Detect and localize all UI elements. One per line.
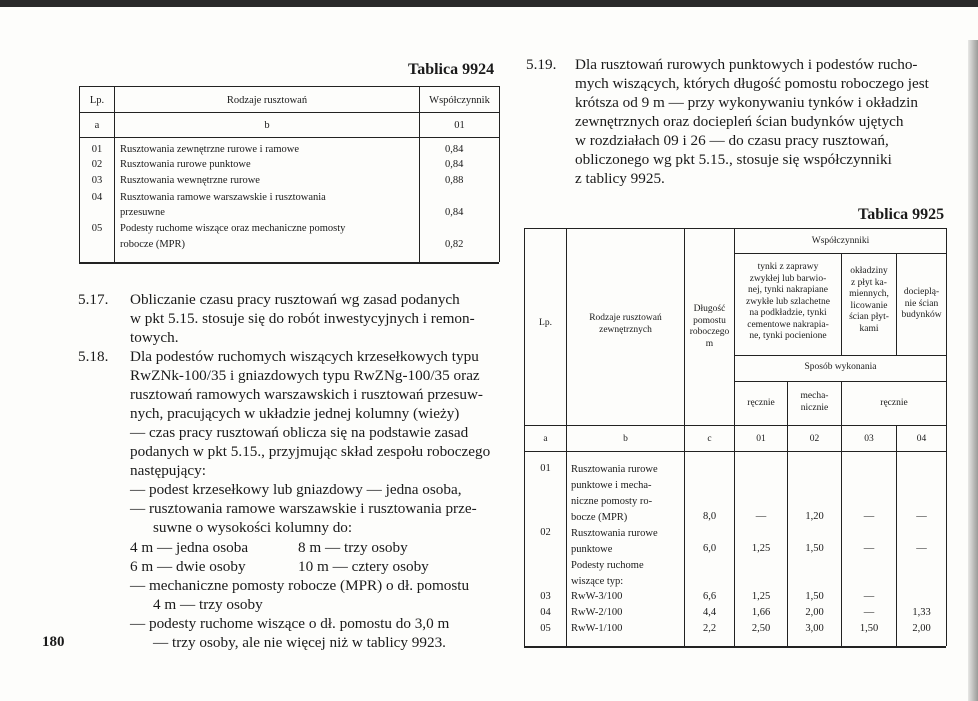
header-sposob-wykonania: Sposób wykonania	[804, 362, 877, 372]
header-lp: Lp.	[539, 318, 552, 328]
subheader-01: 01	[756, 434, 766, 444]
row-desc: Podesty ruchome wiszące oraz mechaniczne pomosty	[120, 223, 346, 234]
paragraph-number-5-19: 5.19.	[526, 56, 557, 73]
header-wspolczynniki: Współczynniki	[811, 236, 870, 246]
row-c: 2,2	[702, 623, 717, 634]
row-v03: —	[863, 607, 875, 618]
height-table: 4 m — jedna osoba 8 m — trzy osoby 6 m — dwie osoby 10 m — cztery osoby	[130, 539, 429, 575]
row-desc: Rusztowania rurowe punktowe	[120, 159, 251, 170]
subheader-c: c	[707, 434, 712, 444]
row-coef: 0,84	[445, 144, 464, 155]
row-coef: 0,84	[445, 207, 464, 218]
book-spine-shadow	[968, 40, 978, 701]
row-v03: 1,50	[859, 623, 879, 634]
row-v03: —	[863, 543, 875, 554]
row-lp: 02	[91, 159, 103, 170]
row-coef: 0,82	[445, 239, 464, 250]
page-number: 180	[42, 634, 65, 650]
row-desc: Podesty ruchome wiszące typ:	[571, 560, 644, 587]
row-desc: Rusztowania zewnętrzne rurowe i ramowe	[120, 144, 300, 155]
row-v01: 2,50	[751, 623, 771, 634]
row-v03: —	[863, 591, 875, 602]
row-v01: —	[755, 511, 767, 522]
left-table-title: Tablica 9924	[408, 61, 495, 78]
header-recznie: ręcznie	[747, 398, 775, 408]
row-lp: 04	[540, 607, 551, 618]
row-v04: 2,00	[912, 623, 931, 634]
row-lp: 03	[540, 591, 551, 602]
row-lp: 01	[540, 463, 551, 474]
row-v02: 2,00	[805, 607, 824, 618]
row-c: 6,0	[702, 543, 717, 554]
row-desc: Rusztowania wewnętrzne rurowe	[120, 175, 260, 186]
row-v02: 3,00	[805, 623, 824, 634]
paragraph-5-17: Obliczanie czasu pracy rusztowań wg zasad podanych w pkt 5.15. stosuje się do robót inwestycyjnych i remon- towych.	[130, 291, 475, 346]
row-v01: 1,66	[751, 607, 771, 618]
row-v02: 1,50	[805, 591, 824, 602]
header-okladziny: okładziny z płyt ka- miennych, licowanie ścian płyt- kami	[849, 266, 889, 334]
row-v01: 1,25	[751, 591, 771, 602]
row-desc: Rusztowania rurowe punktowe i mecha- niczne pomosty ro- bocze (MPR)	[571, 464, 658, 523]
row-coef: 0,84	[445, 159, 464, 170]
row-lp: 03	[91, 175, 103, 186]
row-lp: 01	[91, 144, 103, 155]
row-v02: 1,20	[805, 511, 824, 522]
header-rodzaje: Rodzaje rusztowań	[226, 95, 308, 106]
row-lp: 05	[91, 223, 103, 234]
header-lp: Lp.	[89, 95, 105, 106]
right-table-title: Tablica 9925	[858, 206, 945, 223]
row-v02: 1,50	[805, 543, 824, 554]
row-v03: —	[863, 511, 875, 522]
subheader-04: 04	[916, 434, 927, 444]
header-mechanicznie: mecha- nicznie	[800, 391, 829, 413]
subheader-03: 03	[864, 434, 874, 444]
row-desc: RwW-3/100	[571, 591, 623, 602]
subheader-b: b	[264, 120, 270, 131]
header-rodzaje: Rodzaje rusztowań zewnętrznych	[589, 313, 662, 335]
paragraph-number-5-17: 5.17.	[78, 291, 109, 308]
subheader-02: 02	[809, 434, 820, 444]
subheader-01: 01	[454, 120, 465, 131]
row-c: 6,6	[702, 591, 717, 602]
page-top-edge	[0, 0, 978, 7]
header-tynki: tynki z zaprawy zwykłej lub barwio- nej, tynki nakrapiane zwykłe lub szlachetne na podkładzie, tynki cementowe nakrapia- ne, tynki pocienione	[746, 262, 830, 341]
subheader-a: a	[94, 120, 100, 131]
row-v04: 1,33	[912, 607, 931, 618]
row-lp: 05	[540, 623, 551, 634]
row-desc: Rusztowania ramowe warszawskie i rusztowania	[120, 192, 326, 203]
header-recznie: ręcznie	[880, 398, 908, 408]
subheader-a: a	[543, 434, 548, 444]
row-coef: 0,88	[445, 175, 464, 186]
header-dlugosc: Długość pomostu roboczego m	[689, 304, 730, 349]
row-desc: robocze (MPR)	[120, 239, 186, 250]
row-lp: 02	[540, 527, 551, 538]
row-c: 4,4	[702, 607, 717, 618]
paragraph-5-18: Dla podestów ruchomych wiszących krzesełkowych typu RwZNk-100/35 i gniazdowych typu RwZNg-100/35 oraz rusztowań ramowych warszawskich i rusztowań przesuw- nych, pracujących w układzie jednej kolumny (wieży) — czas pracy rusztowań oblicza się na podstawie zasad podanych w pkt 5.15., przyjmując skład zespołu roboczego następujący:	[130, 348, 491, 479]
row-lp: 04	[91, 192, 103, 203]
row-desc: RwW-1/100	[571, 623, 623, 634]
row-v04: —	[916, 511, 927, 522]
row-v04: —	[916, 543, 927, 554]
row-desc: RwW-2/100	[571, 607, 623, 618]
header-docieplanie: docieplą- nie ścian budynków	[901, 287, 942, 320]
paragraph-5-19: Dla rusztowań rurowych punktowych i podestów rucho- mych wiszących, których długość pomostu roboczego jest krótsza od 9 m — przy wykonywaniu tynków i okładzin zewnętrznych oraz dociepleń ścian budynków ujętych w rozdziałach 09 i 26 — do czasu pracy rusztowań, obliczonego wg pkt 5.15., stosuje się współczynniki z tablicy 9925.	[575, 56, 929, 187]
row-v01: 1,25	[751, 543, 771, 554]
row-desc: Rusztowania rurowe punktowe	[571, 528, 658, 555]
paragraph-number-5-18: 5.18.	[78, 348, 109, 365]
header-wspolczynnik: Współczynnik	[429, 95, 490, 106]
crew-list-continued: — mechaniczne pomosty robocze (MPR) o dł. pomostu 4 m — trzy osoby — podesty ruchome wiszące o dł. pomostu do 3,0 m — trzy osoby, ale nie więcej niż w tablicy 9923.	[130, 577, 470, 651]
row-desc: przesuwne	[120, 207, 165, 218]
crew-list: — podest krzesełkowy lub gniazdowy — jedna osoba, — rusztowania ramowe warszawskie i rusztowania prze- suwne o wysokości kolumny do:	[130, 481, 477, 536]
row-c: 8,0	[702, 511, 717, 522]
subheader-b: b	[623, 434, 628, 444]
